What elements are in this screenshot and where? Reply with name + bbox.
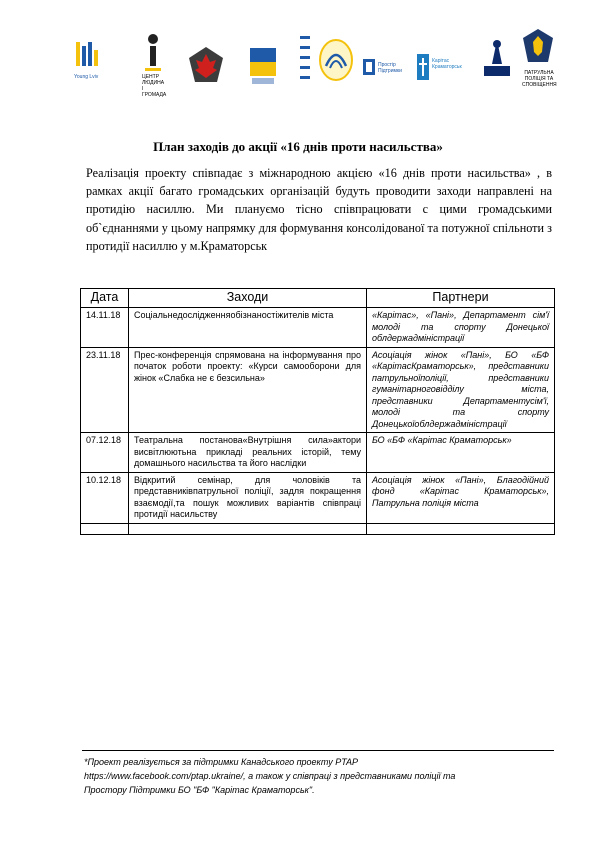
row-date: 14.11.18	[81, 308, 129, 348]
women-association-logo	[480, 38, 514, 88]
fenix-emblem-logo	[318, 38, 354, 84]
intro-paragraph: Реалізація проекту співпадає з міжнародною акцією «16 днів проти насильства» , в рамках акції багато громадських організацій будуть проводити заходи направлені на протидію насиллю. Ми плануємо тісно співпрацювати с цими громадськими об`єднаннями у цьому напрямку для формування консолідованої та потужної спільноти з протидії насиллю у м.Краматорськ	[86, 166, 552, 253]
caritas-kramatorsk-logo: Карітас Краматорськ	[416, 52, 430, 82]
table-row	[81, 472, 555, 523]
row-event: Відкритий семінар, для чоловіків та представниківпатрульної поліції, задля покращення взаємодії,та пошук можливих варіантів співпраці протидії насильству	[129, 472, 367, 523]
fenix-ngo-logo	[296, 32, 316, 90]
row-date: 23.11.18	[81, 347, 129, 433]
empty-cell	[81, 523, 129, 534]
young-lviv-logo: Young Lviv	[72, 40, 108, 86]
canada-ptap-logo	[188, 46, 224, 86]
row-event: Театральна постанова«Внутрішня сила»актори висвітлюютьна прикладі реальних історій, тему домашнього насильства та його наслідки	[129, 433, 367, 473]
column-header-date: Дата	[81, 289, 129, 308]
table-row-empty	[81, 523, 555, 534]
footnote-line-3: Простору Підтримки БО "БФ "Карітас Краматорськ".	[84, 785, 315, 795]
prostir-pidtrymky-logo: Простір Підтримки	[362, 58, 376, 76]
events-table	[80, 288, 555, 535]
row-partners: БО «БФ «Карітас Краматорськ»	[367, 433, 555, 473]
document-title: План заходів до акції «16 днів проти насильства»	[153, 139, 443, 154]
ngo-centre-logo: ЦЕНТР ЛЮДИНА І ГРОМАДА	[142, 32, 168, 92]
column-header-events: Заходи	[129, 289, 367, 308]
footnote-line-2[interactable]: https://www.facebook.com/ptap.ukraine/, а також у співпраці з представниками поліції та	[84, 771, 456, 781]
partner-logos-strip	[70, 28, 556, 106]
row-partners: «Карітас», «Пані», Департамент сім'ї молоді та спорту Донецької облдержадміністрації	[367, 308, 555, 348]
ukraine-kramatorsk-logo	[248, 42, 278, 90]
footnote	[84, 755, 554, 797]
row-partners: Асоціація жінок «Пані», БО «БФ «КарітасКраматорськ», представники патрульноїполіції, представники гуманітарноговідділу міста, представники Департаментусім'ї, молоді та спорту Донецькоїоблдержадміністрації	[367, 347, 555, 433]
table-row	[81, 308, 555, 348]
row-event: Прес-конференція спрямована на інформування про початок роботи проекту: «Курси самооборони для жінок «Слабка не є безсильна»	[129, 347, 367, 433]
row-partners: Асоціація жінок «Пані», Благодійний фонд «Карітас Краматорськ», Патрульна поліція міста	[367, 472, 555, 523]
empty-cell	[129, 523, 367, 534]
empty-cell	[367, 523, 555, 534]
table-row	[81, 433, 555, 473]
column-header-partners: Партнери	[367, 289, 555, 308]
footnote-line-1: *Проект реалізується за підтримки Канадського проекту PTAP	[84, 757, 359, 767]
table-row	[81, 347, 555, 433]
patrol-police-logo: ПАТРУЛЬНА ПОЛІЦІЯ ТА СПОВІЩЕННЯ	[522, 28, 554, 68]
footnote-separator	[82, 750, 554, 751]
row-event: Соціальнедослідженняобізнаностіжителів міста	[129, 308, 367, 348]
row-date: 07.12.18	[81, 433, 129, 473]
table-header-row	[81, 289, 555, 308]
row-date: 10.12.18	[81, 472, 129, 523]
